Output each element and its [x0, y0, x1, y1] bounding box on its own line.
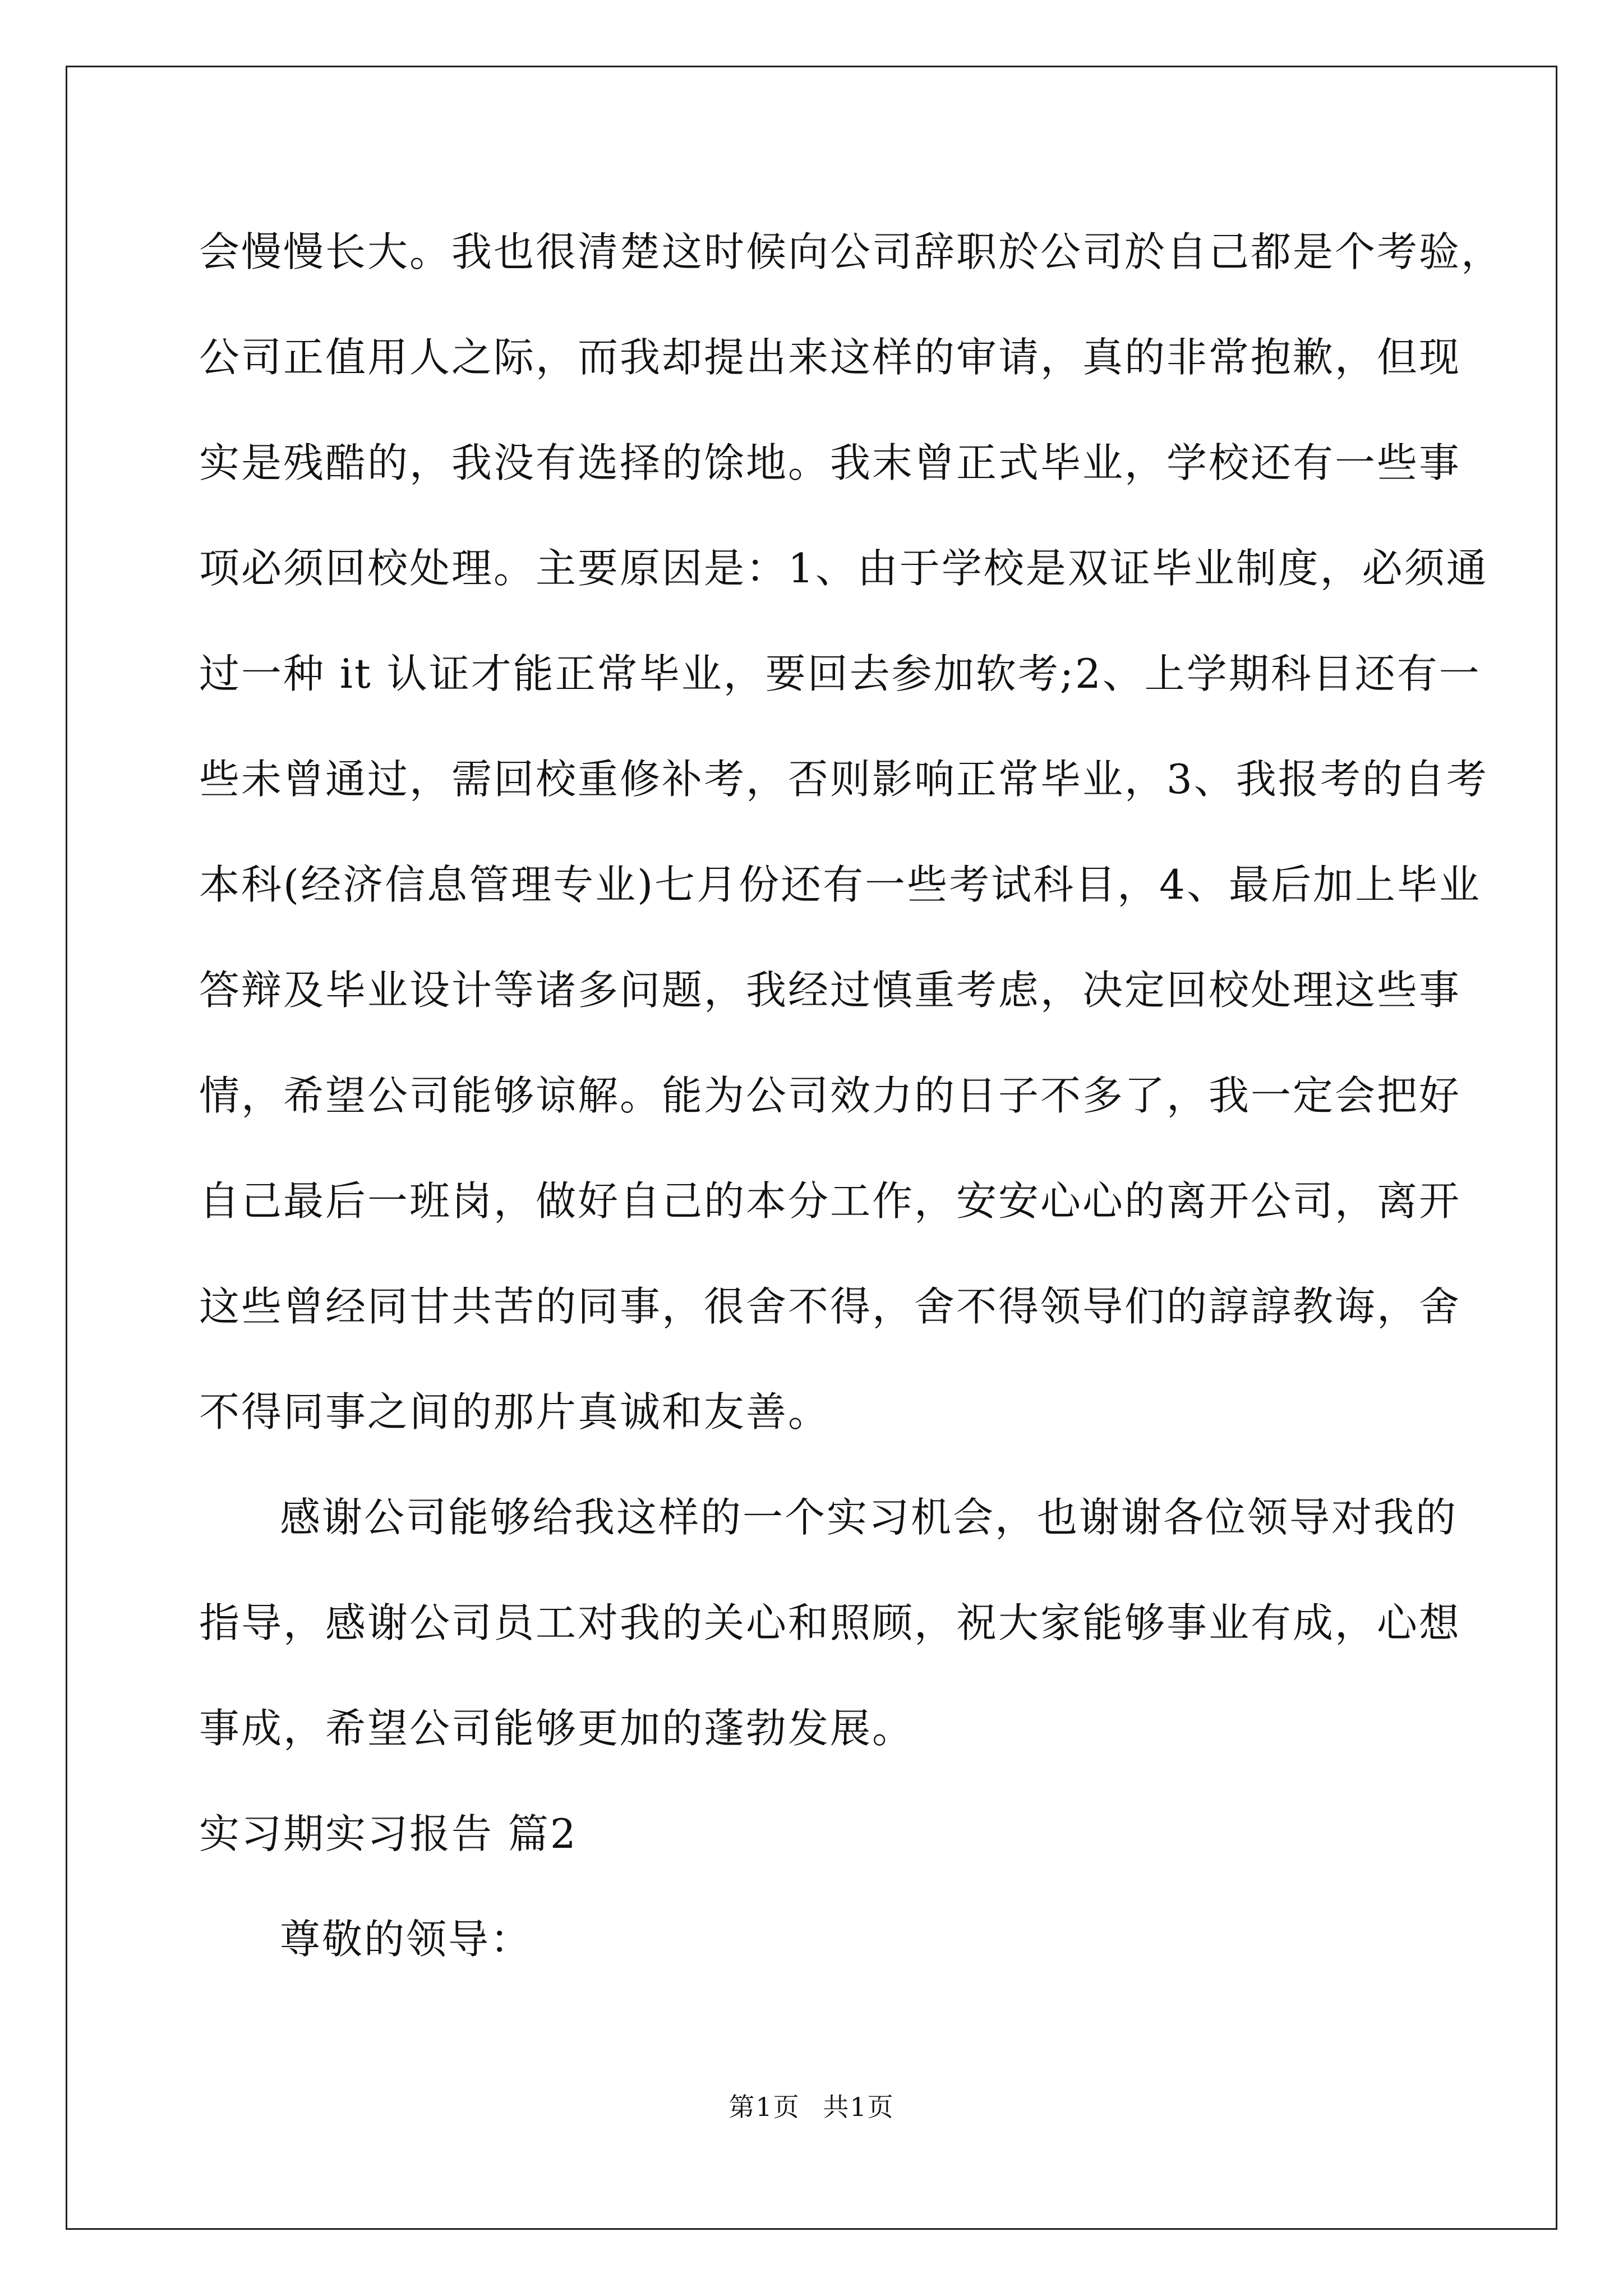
paragraph-line: 实是残酷的，我没有选择的馀地。我末曾正式毕业，学校还有一些事 — [199, 439, 1461, 486]
salutation: 尊敬的领导： — [280, 1916, 533, 1963]
paragraph-line: 不得同事之间的那片真诚和友善。 — [199, 1388, 831, 1435]
paragraph-line: 自己最后一班岗，做好自己的本分工作，安安心心的离开公司，离开 — [199, 1177, 1461, 1225]
paragraph-line: 答辩及毕业设计等诸多问题，我经过慎重考虑，决定回校处理这些事 — [199, 967, 1461, 1014]
paragraph-line: 过一种 it 认证才能正常毕业，要回去参加软考;2、上学期科目还有一 — [199, 650, 1481, 697]
page-footer — [0, 2087, 1623, 2124]
paragraph-line: 情，希望公司能够谅解。能为公司效力的日子不多了，我一定会把好 — [199, 1072, 1461, 1119]
section-heading: 实习期实习报告 篇2 — [199, 1810, 578, 1857]
paragraph-line: 感谢公司能够给我这样的一个实习机会，也谢谢各位领导对我的 — [280, 1494, 1458, 1541]
paragraph-line: 些未曾通过，需回校重修补考，否则影响正常毕业，3、我报考的自考 — [199, 756, 1488, 803]
paragraph-line: 指导，感谢公司员工对我的关心和照顾，祝大家能够事业有成，心想 — [199, 1599, 1461, 1646]
page-total: 共1页 — [823, 2092, 895, 2122]
document-body — [199, 199, 1504, 1992]
paragraph-line: 这些曾经同甘共苦的同事，很舍不得，舍不得领导们的諄諄教诲，舍 — [199, 1283, 1461, 1330]
page-number: 第1页 — [728, 2092, 800, 2122]
paragraph-line: 公司正值用人之际，而我却提出来这样的审请，真的非常抱歉，但现 — [199, 334, 1461, 381]
paragraph-line: 会慢慢长大。我也很清楚这时候向公司辞职於公司於自己都是个考验， — [199, 228, 1504, 275]
paragraph-line: 项必须回校处理。主要原因是：1、由于学校是双证毕业制度，必须通 — [199, 545, 1488, 592]
paragraph-line: 本科(经济信息管理专业)七月份还有一些考试科目，4、最后加上毕业 — [199, 861, 1481, 908]
paragraph-line: 事成，希望公司能够更加的蓬勃发展。 — [199, 1705, 915, 1752]
